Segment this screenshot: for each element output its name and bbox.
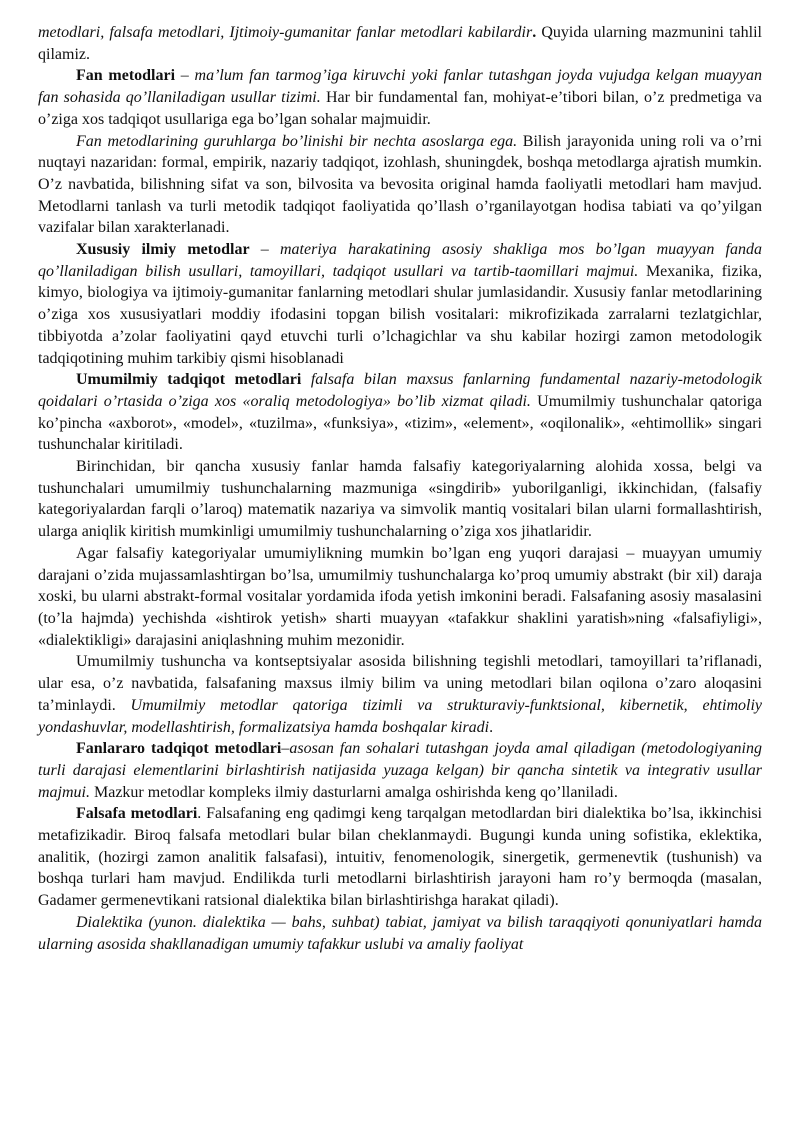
segment: Fan metodlarining guruhlarga bo’linishi bir nechta asoslarga ega. <box>76 132 518 150</box>
segment: falsafa bilan maxsus fanlarning fundamental nazariy-metodologik qoidalari o’rtasida o’ziga xos «oraliq metodologiya» bo’lib xizmat qiladi. <box>38 371 762 410</box>
segment: Mazkur metodlar kompleks ilmiy dasturlarni amalga oshirishda keng qo’llaniladi. <box>90 783 618 801</box>
segment: ma’lum fan tarmog’iga kiruvchi yoki fanlar tutashgan joyda vujudga kelgan muayyan fan sohasida qo’llaniladigan usullar tizimi. <box>38 67 762 107</box>
term-heading: Fan metodlari <box>76 67 176 85</box>
segment: – <box>175 67 195 85</box>
segment: metodlari, falsafa metodlari, Ijtimoiy-gumanitar fanlar metodlari kabilardir <box>38 24 533 41</box>
segment: Quyida ularning mazmunini tahlil qilamiz. <box>38 24 762 63</box>
paragraph-fan-metodlari <box>38 65 762 130</box>
paragraph-guruhlarga <box>38 131 762 240</box>
paragraph-fanlararo <box>38 738 762 803</box>
segment: Mexanika, fizika, kimyo, biologiya va ijtimoiy-gumanitar fanlarning metodlari shular jumlasidandir. Xususiy fanlar metodlarining o’ziga xos xususiyatlari moddiy ifodasini topgan bilish vositalari: mikrofizikada zarralarni tezlatgichlar, tibbiyotda a’zolar faoliyatini qayd etuvchi turli o’lchagichlar va shu kabilar hozirgi zamon metodologik tadqiqotining muhim tarkibiy qismi hisoblanadi <box>38 262 763 367</box>
segment: . <box>532 24 537 41</box>
term-heading: Xususiy ilmiy metodlar <box>76 241 250 259</box>
segment: materiya harakatining asosiy shakliga mos bo’lgan muayyan fanda qo’llaniladigan bilish usullari, tamoyillari, tadqiqot usullari va tartib-taomillari majmui. <box>38 241 763 280</box>
segment: Umumilmiy metodlar qatoriga tizimli va strukturaviy-funktsional, kibernetik, ehtimoliy yondashuvlar, modellashtirish, formalizatsiya hamda boshqalar kiradi <box>38 696 762 736</box>
segment: . <box>489 718 494 736</box>
segment: Bilish jarayonida uning roli va o’rni nuqtayi nazaridan: formal, empirik, nazariy tadqiqot, izohlash, shuningdek, boshqa metodlarga ajratish mumkin. O’z navbatida, bilishning sifat va son, bilvosita va bevosita original hamda faoliyatli metodlari ham mavjud. Metodlarni tanlash va turli metodik tadqiqot faoliyatida qo’llash o’rganilayotgan hodisa tabiati va qo’yilgan vazifalar bilan xarakterlanadi. <box>38 132 762 237</box>
paragraph-falsafa-metodlari <box>38 803 762 912</box>
segment: asosan fan sohalari tutashgan joyda amal qiladigan (metodologiyaning turli darajasi elementlarini birlashtirish natijasida yuzaga kelgan) bir qancha sintetik va integrativ usullar majmui. <box>38 740 763 801</box>
segment: Dialektika (yunon. dialektika — bahs, suhbat) tabiat, jamiyat va bilish taraqqiyoti qonuniyatlari hamda ularning asosida shakllanadigan umumiy tafakkur uslubi va amaliy faoliyat <box>38 913 762 953</box>
paragraph-umumilmiy-tushuncha <box>38 651 762 738</box>
segment: . Falsafaning eng qadimgi keng tarqalgan metodlardan biri dialektika bo’lsa, ikkinchisi metafizikadir. Biroq falsafa metodlari bular bilan cheklanmaydi. Bugungi kunda uning sofistika, eklektika, analitik, (hozirgi zamon analitik falsafasi), intuitiv, fenomenologik, sinergetik, germenevtik (tushunish) va boshqa turlari ham mavjud. Endilikda turli metodlarni birlashtirish jarayoni ham ro’y bermoqda (masalan, Gadamer germenevtikani ratsional dialektika bilan birlashtirishga harakat qiladi). <box>38 805 762 910</box>
segment: Umumilmiy tushunchalar qatoriga ko’pincha «axborot», «model», «tuzilma», «funksiya», «tizim», «element», «oqilonalik», «ehtimollik» singari tushunchalar kiritiladi. <box>38 392 762 454</box>
segment: Agar falsafiy kategoriyalar umumiylikning mumkin bo’lgan eng yuqori darajasi – muayyan umumiy darajani o’zida mujassamlashtirgan bo’lsa, umumilmiy tushunchalarga ko’proq umumiy abstrakt (bir xil) daraja xoski, bu ularni abstrakt-formal vositalar yordamida ifoda yetish imkonini beradi. Falsafaning asosiy masalasini (to’la hajmda) yechishda «ishtirok yetish» sharti muayyan «tafakkur shaklini yaratish»ning «falsafiyligi», «dialektikligi» darajasini aniqlashning muhim mezonidir. <box>38 544 762 649</box>
paragraph-agar-falsafiy <box>38 543 762 652</box>
paragraph-dialektika <box>38 912 762 955</box>
paragraph-intro-continued <box>38 22 762 65</box>
segment <box>301 371 311 388</box>
paragraph-birinchidan <box>38 456 762 543</box>
paragraph-xususiy-ilmiy <box>38 239 762 369</box>
term-heading: Umumilmiy tadqiqot metodlari <box>76 371 302 389</box>
term-heading: Falsafa metodlari <box>76 805 198 823</box>
segment: Har bir fundamental fan, mohiyat-e’tibori bilan, o’z predmetiga va o’ziga xos tadqiqot usullariga ega bo’lgan sohalar majmuidir. <box>38 89 762 128</box>
term-heading: Fanlararo tadqiqot metodlari <box>76 740 282 758</box>
segment: – <box>249 241 280 259</box>
segment: Birinchidan, bir qancha xususiy fanlar hamda falsafiy kategoriyalarning alohida xossa, belgi va tushunchalari umumilmiy tushunchalarning mazmuniga «singdirib» yuborilganligi, ikkinchidan, (falsafiy kategoriyalardan farqli o’laroq) matematik nazariya va simvolik mantiq vositalari bilan ularni formallashtirish, ularga aniqlik kiritish mumkinligi umumilmiy tushunchalarning o’ziga xos jihatlaridir. <box>38 458 762 541</box>
document-page <box>38 22 762 955</box>
paragraph-umumilmiy <box>38 369 762 456</box>
segment: – <box>281 740 290 758</box>
segment: Umumilmiy tushuncha va kontseptsiyalar asosida bilishning tegishli metodlari, tamoyillari ta’riflanadi, ular esa, o’z navbatida, falsafaning maxsus ilmiy bilim va uning metodlari bilan oqilona o’zaro aloqasini ta’minlaydi. <box>38 653 762 714</box>
